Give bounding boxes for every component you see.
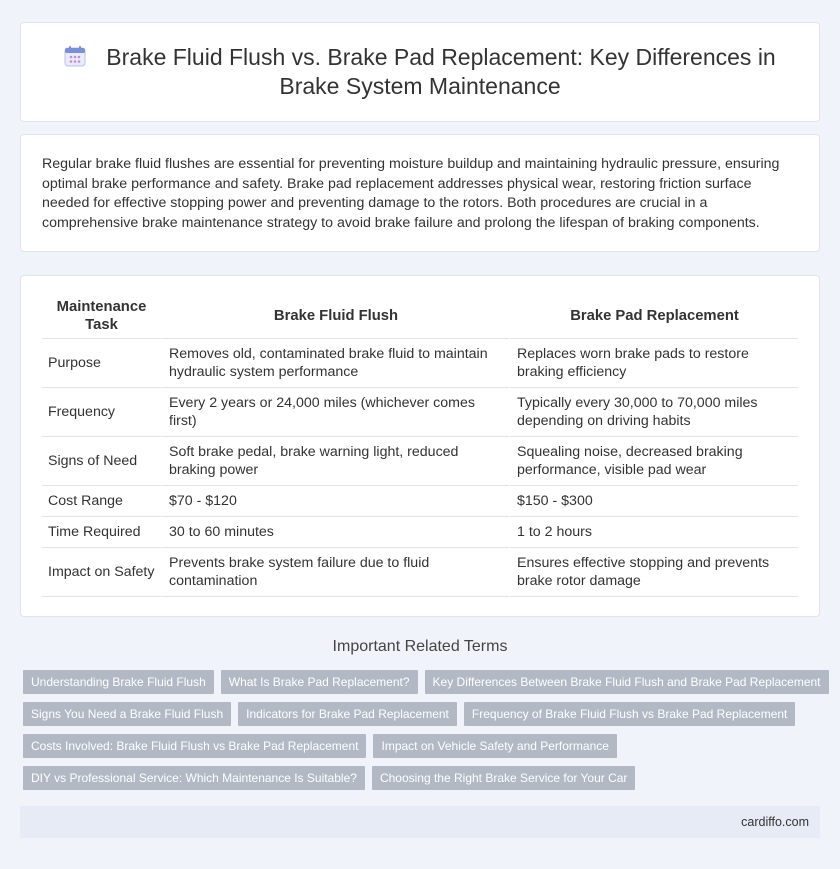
row-label: Signs of Need bbox=[42, 437, 161, 486]
comparison-table bbox=[42, 294, 798, 597]
intro-paragraph: Regular brake fluid flushes are essential for preventing moisture buildup and maintaining hydraulic pressure, ensuring optimal brake performance and safety. Brake pad replacement addresses physical wear, restoring friction surface needed for effective stopping power and preventing damage to the rotors. Both procedures are crucial in a comprehensive brake maintenance strategy to avoid brake failure and prolong the lifespan of braking components. bbox=[42, 156, 780, 231]
fluid-flush-cell: 30 to 60 minutes bbox=[161, 517, 509, 548]
related-term-tag[interactable]: Frequency of Brake Fluid Flush vs Brake Pad Replacement bbox=[464, 702, 795, 726]
row-label: Frequency bbox=[42, 388, 161, 437]
tag-row bbox=[23, 670, 823, 694]
pad-replacement-cell: Squealing noise, decreased braking performance, visible pad wear bbox=[509, 437, 798, 486]
title-line-1: Brake Fluid Flush vs. Brake Pad Replacement: Key Differences in bbox=[106, 44, 776, 70]
related-terms-heading: Important Related Terms bbox=[332, 638, 508, 655]
table-row bbox=[42, 388, 798, 437]
tag-row bbox=[23, 766, 823, 790]
related-term-tag[interactable]: Indicators for Brake Pad Replacement bbox=[238, 702, 457, 726]
intro-card bbox=[20, 134, 820, 252]
tag-row bbox=[23, 734, 823, 758]
table-row bbox=[42, 437, 798, 486]
related-term-tag[interactable]: Impact on Vehicle Safety and Performance bbox=[373, 734, 616, 758]
row-label: Purpose bbox=[42, 339, 161, 388]
related-term-tag[interactable]: Costs Involved: Brake Fluid Flush vs Brake Pad Replacement bbox=[23, 734, 366, 758]
related-term-tag[interactable]: Choosing the Right Brake Service for Your Car bbox=[372, 766, 635, 790]
calendar-icon bbox=[64, 45, 86, 67]
comparison-table-card bbox=[20, 275, 820, 617]
related-term-tag[interactable]: Understanding Brake Fluid Flush bbox=[23, 670, 214, 694]
table-header-row bbox=[42, 294, 798, 339]
row-label: Impact on Safety bbox=[42, 548, 161, 597]
footer-site-link[interactable]: cardiffo.com bbox=[741, 815, 809, 829]
header-maintenance-task: Maintenance Task bbox=[42, 294, 161, 339]
fluid-flush-cell: Soft brake pedal, brake warning light, reduced braking power bbox=[161, 437, 509, 486]
pad-replacement-cell: 1 to 2 hours bbox=[509, 517, 798, 548]
header-brake-pad-replacement: Brake Pad Replacement bbox=[509, 294, 798, 339]
table-row bbox=[42, 548, 798, 597]
fluid-flush-cell: $70 - $120 bbox=[161, 486, 509, 517]
footer bbox=[20, 806, 820, 838]
pad-replacement-cell: Ensures effective stopping and prevents brake rotor damage bbox=[509, 548, 798, 597]
header-brake-fluid-flush: Brake Fluid Flush bbox=[161, 294, 509, 339]
table-row bbox=[42, 517, 798, 548]
pad-replacement-cell: Replaces worn brake pads to restore braking efficiency bbox=[509, 339, 798, 388]
page-title bbox=[21, 43, 819, 101]
pad-replacement-cell: $150 - $300 bbox=[509, 486, 798, 517]
table-row bbox=[42, 339, 798, 388]
title-line-2: Brake System Maintenance bbox=[279, 73, 561, 99]
related-term-tag[interactable]: What Is Brake Pad Replacement? bbox=[221, 670, 418, 694]
tag-row bbox=[23, 702, 823, 726]
related-term-tag[interactable]: Signs You Need a Brake Fluid Flush bbox=[23, 702, 231, 726]
related-term-tag[interactable]: DIY vs Professional Service: Which Maintenance Is Suitable? bbox=[23, 766, 365, 790]
fluid-flush-cell: Every 2 years or 24,000 miles (whichever comes first) bbox=[161, 388, 509, 437]
related-terms-list bbox=[23, 670, 823, 798]
pad-replacement-cell: Typically every 30,000 to 70,000 miles depending on driving habits bbox=[509, 388, 798, 437]
fluid-flush-cell: Prevents brake system failure due to fluid contamination bbox=[161, 548, 509, 597]
table-row bbox=[42, 486, 798, 517]
row-label: Cost Range bbox=[42, 486, 161, 517]
title-card bbox=[20, 22, 820, 122]
fluid-flush-cell: Removes old, contaminated brake fluid to maintain hydraulic system performance bbox=[161, 339, 509, 388]
row-label: Time Required bbox=[42, 517, 161, 548]
related-term-tag[interactable]: Key Differences Between Brake Fluid Flush and Brake Pad Replacement bbox=[425, 670, 829, 694]
